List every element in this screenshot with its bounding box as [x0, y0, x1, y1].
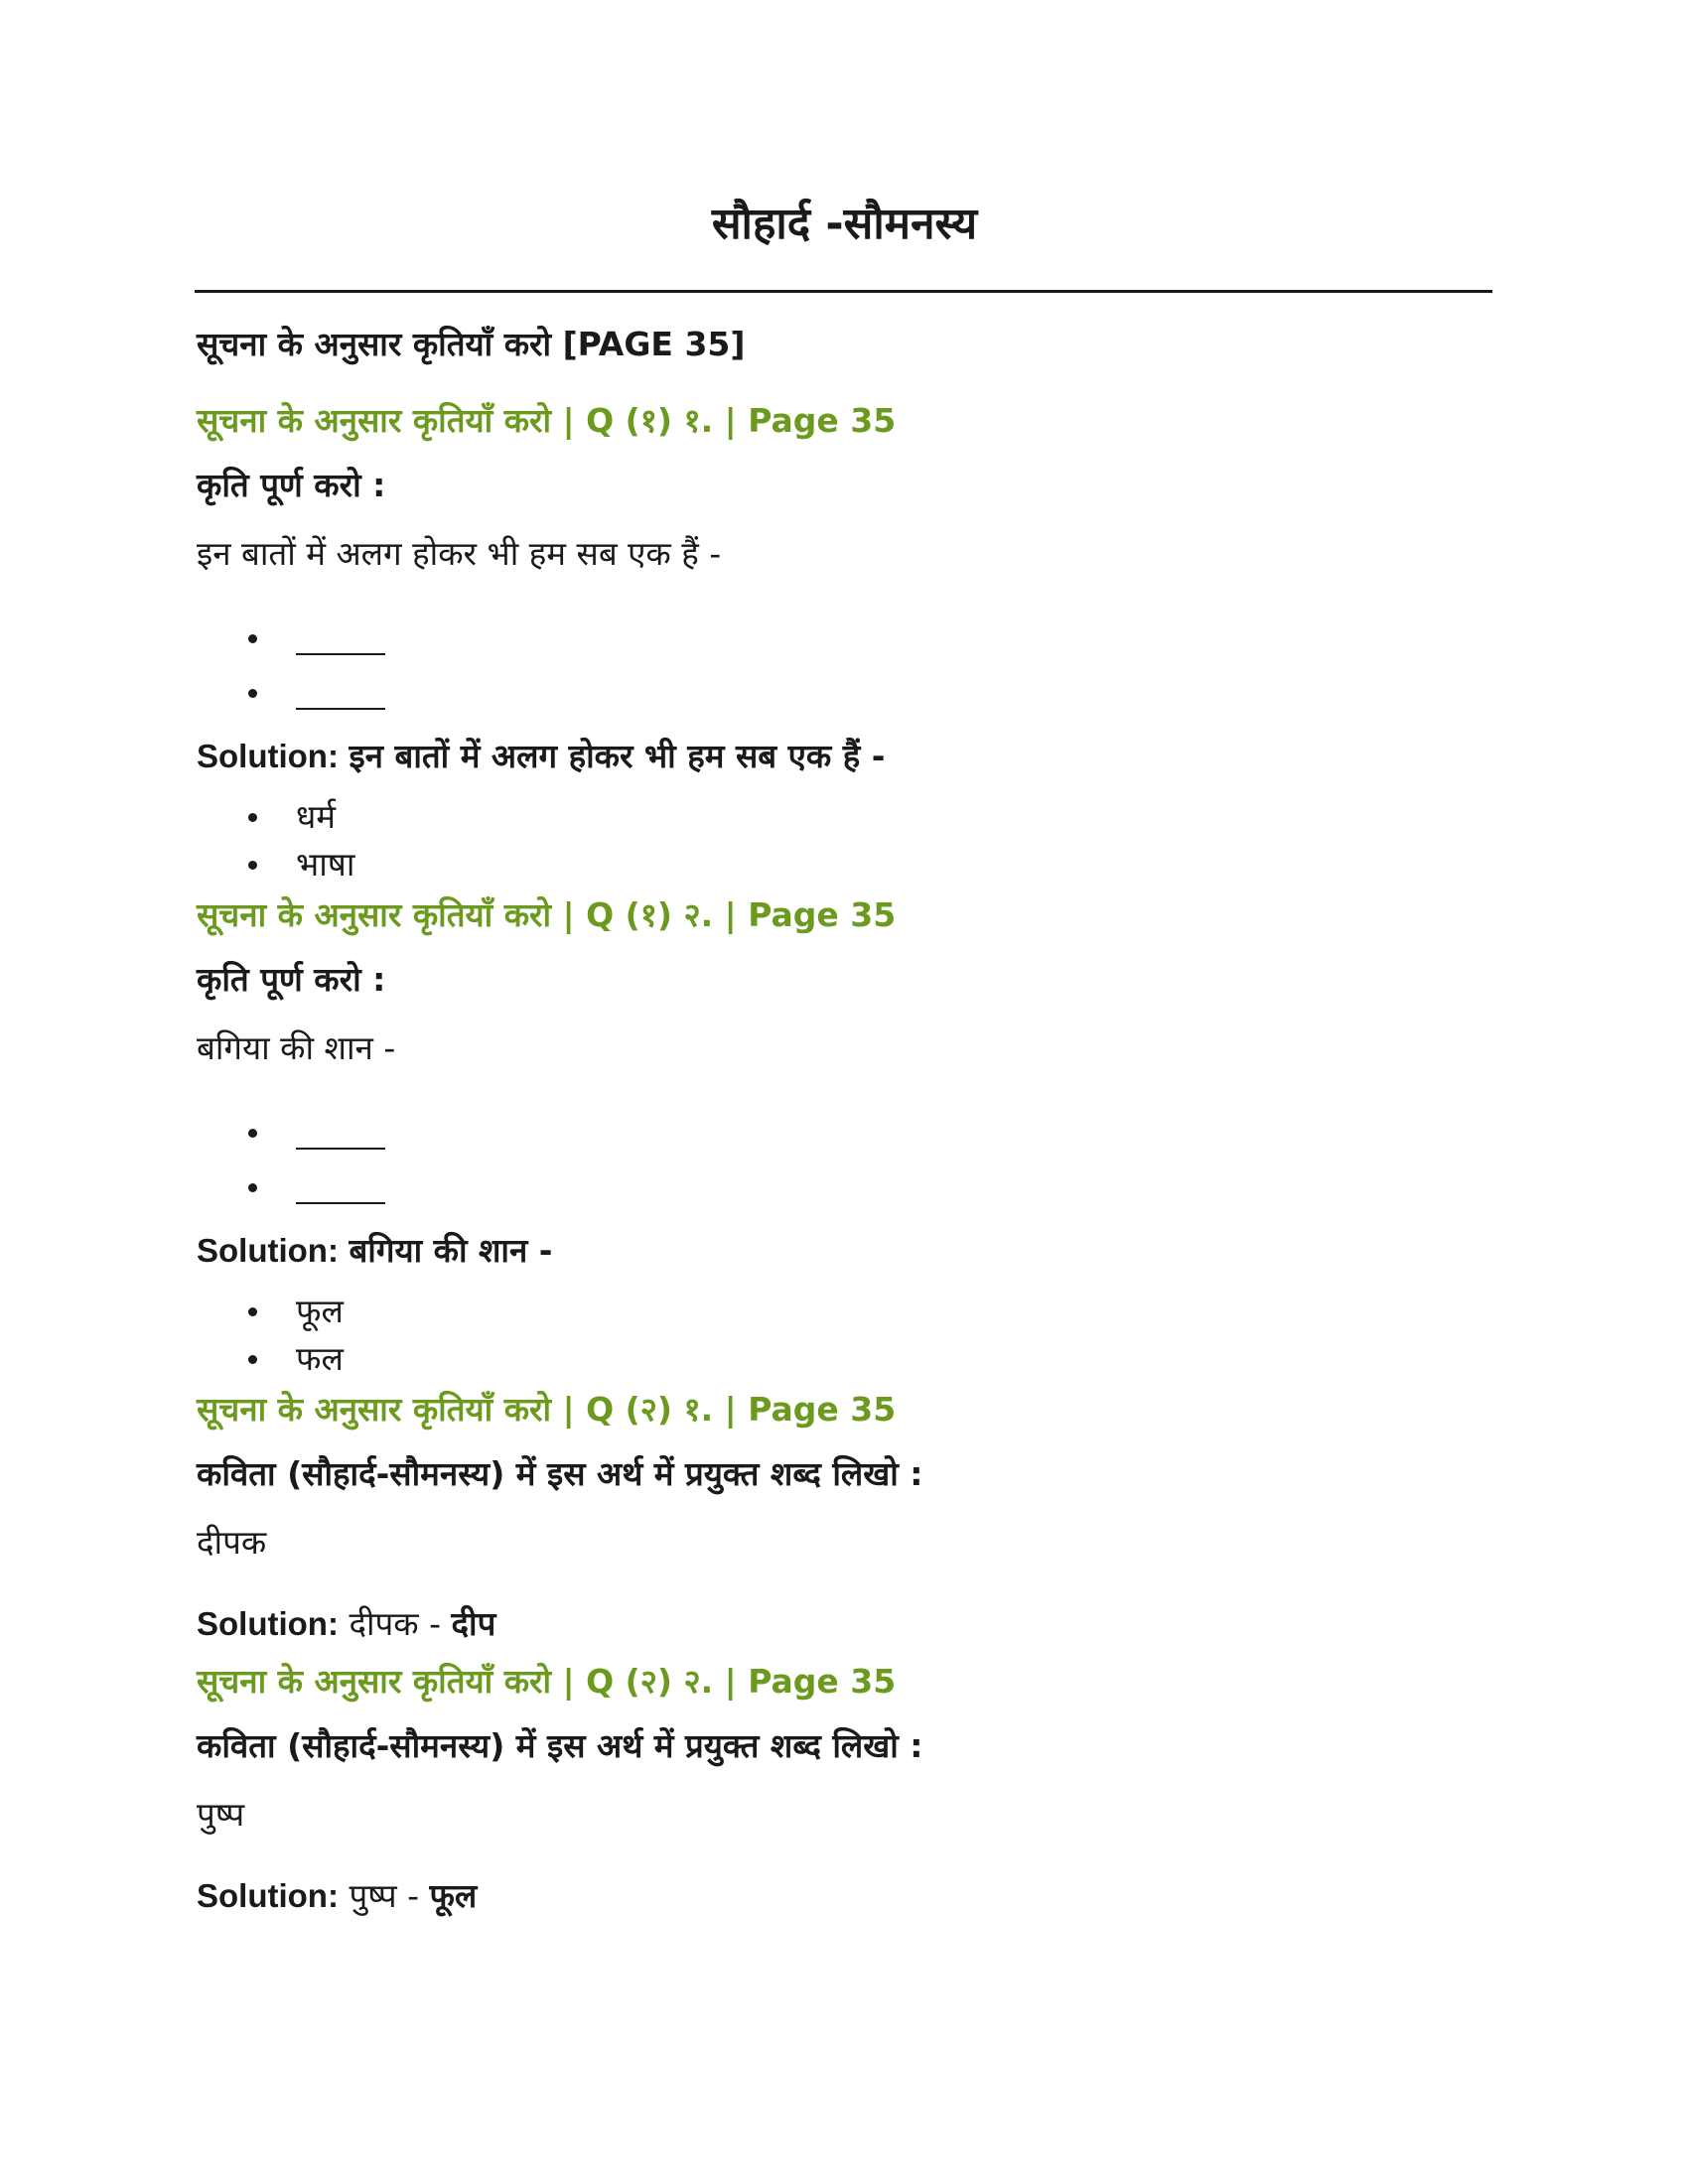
solution-label: Solution: [197, 1877, 339, 1914]
page-title: सौहार्द -सौमनस्य [711, 199, 978, 249]
list-item: धर्म [197, 793, 1492, 841]
section-heading: सूचना के अनुसार कृतियाँ करो [PAGE 35] [197, 325, 746, 363]
solution-text: पुष्प - [349, 1876, 419, 1915]
solution-answer: फूल [429, 1876, 478, 1915]
solution-line [197, 1593, 1492, 1655]
list-item: फूल [197, 1288, 1492, 1335]
question-heading[interactable]: सूचना के अनुसार कृतियाँ करो | Q (२) १. | Page 35 [197, 1390, 897, 1429]
solution-line [197, 1865, 1492, 1927]
list-item [197, 1160, 1492, 1214]
solution-label: Solution: [197, 1605, 339, 1642]
answer-list [197, 1288, 1492, 1383]
solution-label: Solution: [197, 738, 339, 774]
question-text: बगिया की शान - [197, 1028, 396, 1067]
title-divider [195, 290, 1492, 293]
question-block-2 [197, 888, 1492, 1383]
solution-line [197, 1220, 1492, 1282]
list-item: भाषा [197, 841, 1492, 888]
list-item [197, 611, 1492, 665]
blank-list [197, 611, 1492, 720]
list-item [197, 1105, 1492, 1160]
answer-blank [296, 680, 385, 710]
solution-answer: दीप [451, 1604, 496, 1643]
solution-text: दीपक - [349, 1604, 442, 1643]
document-page [197, 189, 1492, 1927]
answer-blank [296, 625, 385, 655]
question-heading[interactable]: सूचना के अनुसार कृतियाँ करो | Q (१) १. | Page 35 [197, 401, 897, 440]
question-prompt: कृति पूर्ण करो : [197, 960, 386, 999]
list-item: फल [197, 1335, 1492, 1383]
solution-text: इन बातों में अलग होकर भी हम सब एक हैं - [349, 737, 886, 775]
question-prompt: कविता (सौहार्द-सौमनस्य) में इस अर्थ में प्रयुक्त शब्द लिखो : [197, 1454, 923, 1493]
question-text: दीपक [197, 1523, 267, 1562]
answer-blank [296, 1174, 385, 1204]
question-block-3 [197, 1383, 1492, 1655]
question-prompt: कविता (सौहार्द-सौमनस्य) में इस अर्थ में प्रयुक्त शब्द लिखो : [197, 1726, 923, 1765]
answer-list [197, 793, 1492, 888]
blank-list [197, 1105, 1492, 1214]
list-item [197, 665, 1492, 720]
question-heading[interactable]: सूचना के अनुसार कृतियाँ करो | Q (२) २. | Page 35 [197, 1662, 897, 1701]
question-prompt: कृति पूर्ण करो : [197, 466, 386, 504]
question-text: इन बातों में अलग होकर भी हम सब एक हैं - [197, 534, 722, 573]
solution-text: बगिया की शान - [349, 1231, 553, 1270]
question-heading[interactable]: सूचना के अनुसार कृतियाँ करो | Q (१) २. | Page 35 [197, 895, 897, 934]
question-block-4 [197, 1655, 1492, 1927]
solution-label: Solution: [197, 1232, 339, 1269]
answer-blank [296, 1120, 385, 1150]
solution-line [197, 726, 1492, 787]
question-block-1 [197, 394, 1492, 888]
question-text: पुष्प [197, 1795, 245, 1834]
